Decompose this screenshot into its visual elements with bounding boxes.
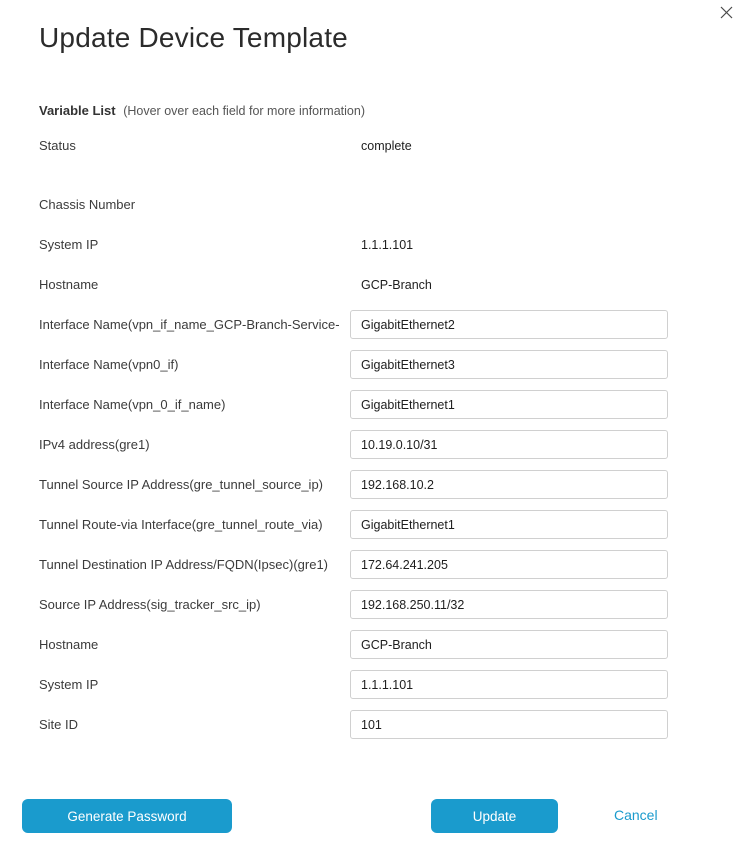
variable-list-header	[39, 103, 752, 118]
system-ip-input[interactable]	[350, 670, 668, 699]
row-hostname-input	[39, 630, 668, 659]
variable-label: Interface Name(vpn_if_name_GCP-Branch-Service-	[39, 317, 340, 332]
variable-value: GCP-Branch	[361, 277, 432, 292]
variable-label: System IP	[39, 237, 99, 252]
variable-label: System IP	[39, 677, 99, 692]
variable-label: IPv4 address(gre1)	[39, 437, 150, 452]
sig-tracker-src-ip-input[interactable]	[350, 590, 668, 619]
row-interface-name-service	[39, 310, 668, 339]
row-site-id	[39, 710, 668, 739]
cancel-button[interactable]: Cancel	[614, 807, 658, 823]
row-interface-name-vpn0-if	[39, 350, 668, 379]
page-title: Update Device Template	[39, 22, 348, 53]
row-sig-tracker-src-ip	[39, 590, 668, 619]
tunnel-route-via-input[interactable]	[350, 510, 668, 539]
variable-label: Tunnel Destination IP Address/FQDN(Ipsec)(gre1)	[39, 557, 329, 572]
interface-name-service-input[interactable]	[350, 310, 668, 339]
interface-name-vpn0-if-input[interactable]	[350, 350, 668, 379]
row-chassis-number	[39, 190, 668, 219]
row-hostname-static	[39, 270, 668, 299]
row-system-ip-input	[39, 670, 668, 699]
variable-list	[39, 131, 668, 739]
variable-label: Chassis Number	[39, 197, 136, 212]
row-system-ip-static	[39, 230, 668, 259]
variable-label: Hostname	[39, 277, 99, 292]
variable-list-heading: Variable List	[39, 103, 116, 118]
row-ipv4-address-gre1	[39, 430, 668, 459]
row-tunnel-source-ip	[39, 470, 668, 499]
interface-name-vpn-0-if-name-input[interactable]	[350, 390, 668, 419]
generate-password-button[interactable]: Generate Password	[22, 799, 232, 833]
site-id-input[interactable]	[350, 710, 668, 739]
ipv4-address-gre1-input[interactable]	[350, 430, 668, 459]
variable-label: Source IP Address(sig_tracker_src_ip)	[39, 597, 261, 612]
row-status	[39, 131, 668, 160]
close-icon	[719, 5, 734, 23]
row-tunnel-route-via	[39, 510, 668, 539]
variable-label: Tunnel Route-via Interface(gre_tunnel_route_via)	[39, 517, 323, 532]
variable-label: Hostname	[39, 637, 99, 652]
tunnel-destination-ip-input[interactable]	[350, 550, 668, 579]
variable-label: Tunnel Source IP Address(gre_tunnel_source_ip)	[39, 477, 324, 492]
variable-label: Status	[39, 138, 76, 153]
variable-label: Site ID	[39, 717, 79, 732]
variable-label: Interface Name(vpn0_if)	[39, 357, 179, 372]
row-interface-name-vpn-0-if-name	[39, 390, 668, 419]
hostname-input[interactable]	[350, 630, 668, 659]
dialog-footer	[0, 799, 752, 833]
variable-value: 1.1.1.101	[361, 237, 414, 252]
row-tunnel-destination-ip	[39, 550, 668, 579]
variable-value: complete	[361, 138, 412, 153]
tunnel-source-ip-input[interactable]	[350, 470, 668, 499]
variable-label: Interface Name(vpn_0_if_name)	[39, 397, 226, 412]
update-button[interactable]: Update	[431, 799, 558, 833]
variable-list-hint: (Hover over each field for more information)	[123, 104, 365, 118]
close-button[interactable]	[717, 5, 735, 23]
